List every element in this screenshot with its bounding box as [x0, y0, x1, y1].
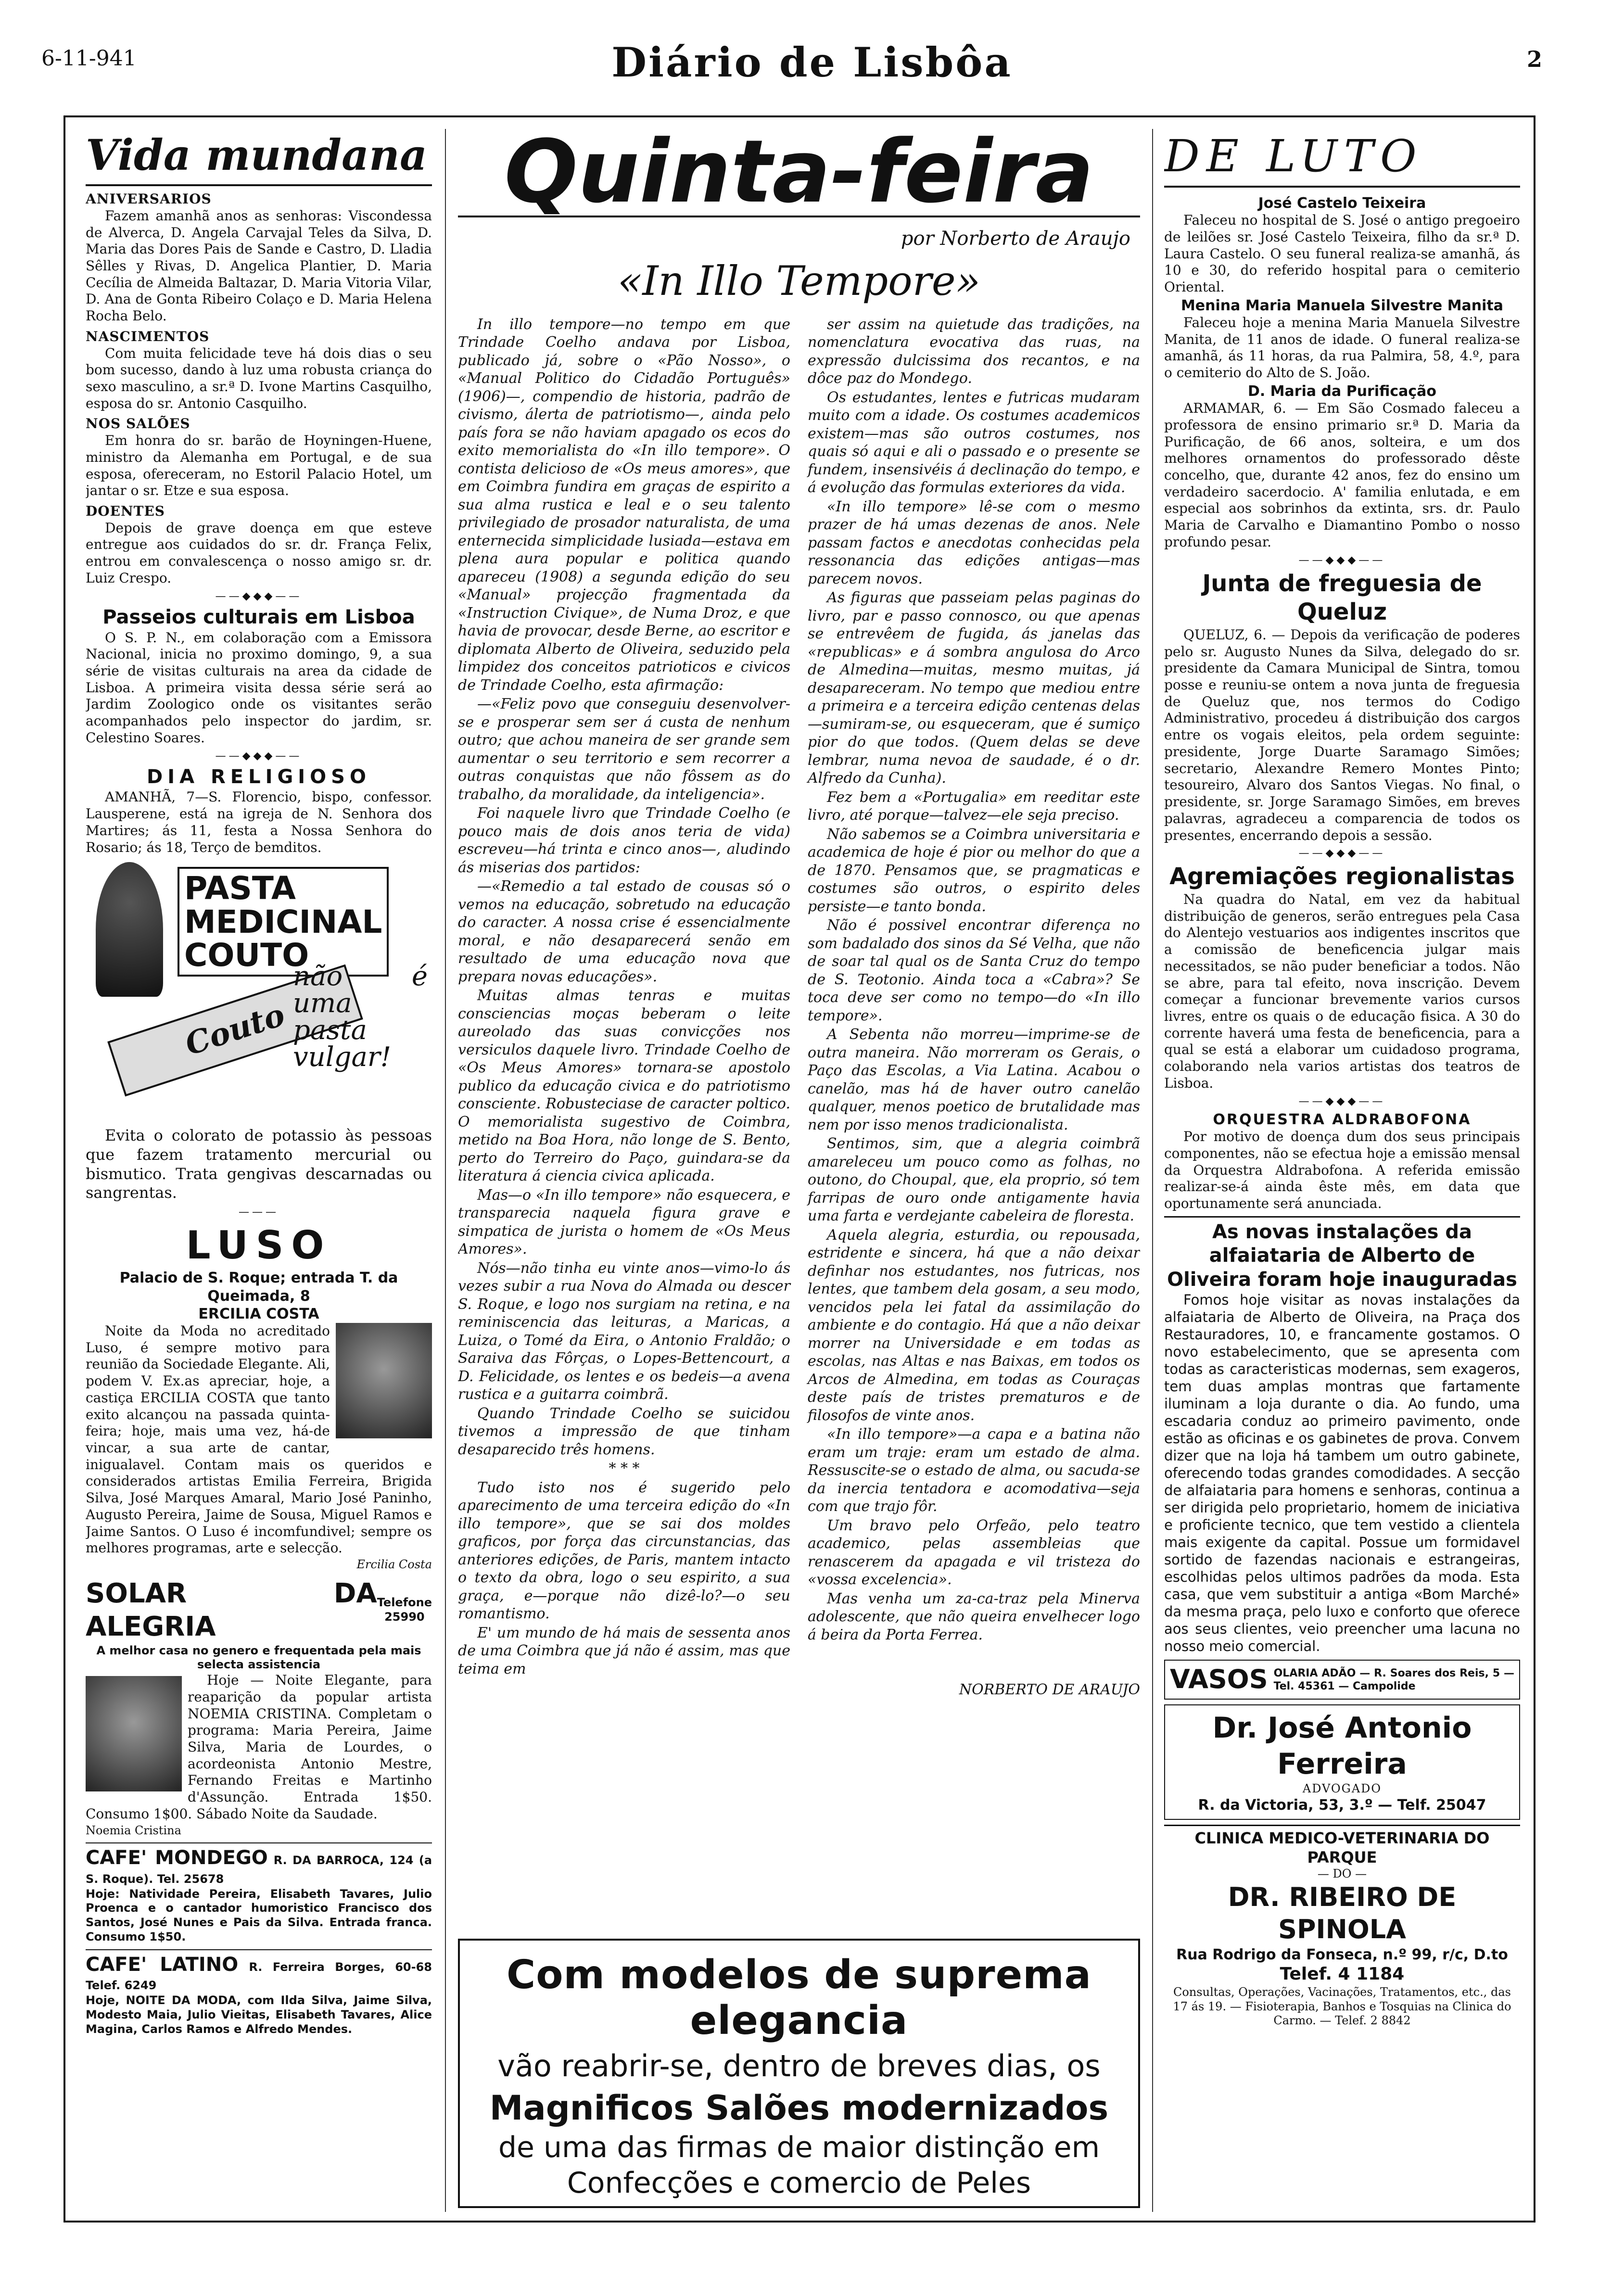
vasos-address: OLARIA ADÃO — R. Soares dos Reis, 5 — Tel. 45361 — Campolide	[1273, 1667, 1514, 1692]
paragraph: O S. P. N., em colaboração com a Emissora Nacional, inicia no proximo domingo, 9, a sua série de visitas culturais na area da cidade de Lisboa. A primeira visita dessa série será ao Jardim Zoologico onde os visitantes serão acompanhados pelo inspector do jardim, sr. Celestino Soares.	[86, 629, 432, 746]
article-paragraph: Não é possivel encontrar diferença no som badalado dos sinos da Sé Velha, que não de soar tal qual os de Santa Cruz do tempo de S. Teotonio. Ainda toca a «Cabra»? Se toca deve ser como no tempo—do «In illo tempore».	[808, 917, 1140, 1024]
author-signoff: NORBERTO DE ARAUJO	[959, 1681, 1140, 1699]
left-column	[86, 129, 432, 2212]
paragraph: Faleceu no hospital de S. José o antigo pregoeiro de leilões sr. José Castelo Teixeira, filho da sr.ª D. Laura Castelo. O seu funeral realiza-se amanhã, ás 10 e 30, do referido hospital para o cemiterio Oriental.	[1164, 212, 1520, 295]
vasos-word: VASOS	[1170, 1664, 1268, 1695]
page-date: 6-11-941	[41, 46, 137, 71]
paragraph: Noite da Moda no acreditado Luso, é sempre motivo para reunião da Sociedade Elegante. Ali, podem V. Ex.as apreciar, hoje, a castiça ERCILIA COSTA que tanto exito alcançou na passada quinta-feira; hoje, mais uma vez, há-de vincar, a sua arte de cantar, inigualavel. Contam mais os queridos e considerados artistas Emilia Ferreira, Brigida Silva, José Marques Amaral, Mario José Paninho, Augusto Pereira, Jaime de Sousa, Miguel Ramos e Jaime Santos. O Luso é incomfundivel; sempre os melhores programas, arte e selecção.	[86, 1322, 432, 1556]
advert-pasta-couto	[86, 857, 432, 1126]
article-paragraph: —«Remedio a tal estado de cousas só o vemos na educação, sobretudo na educação do caracter. A nossa crise é essencialmente moral, e não desaparecerá senão em resultado de uma educação nova que prepara novas educações».	[458, 878, 790, 985]
obituary-name: Menina Maria Manuela Silvestre Manita	[1180, 297, 1504, 314]
article-paragraph: «In illo tempore»—a capa e a batina não eram um traje: eram um estado de alma. Ressuscite-se o estado de alma, ou sacuda-se da inercia tentadora e acomodativa—seja com que trajo fôr.	[808, 1426, 1140, 1515]
obituary-name: José Castelo Teixeira	[1258, 195, 1426, 212]
photo-caption: Noemia Cristina	[86, 1823, 181, 1837]
masthead: Diário de Lisbôa	[611, 38, 1013, 86]
article-paragraph: Muitas almas tenras e muitas consciencias moças beberam o leite aureolado das suas convicções nos versiculos daquele livro. Trindade Coelho de «Os Meus Amores» tornara-se apostolo publico da educação civica e do patriotismo consciente. Robusteciase de caracter poltico. O memorialista sugestivo de Coimbra, metido na Boa Hora, não longe de S. Bento, perto do Terreiro do Paço, guindara-se da literatura á ciencia civica aplicada.	[458, 987, 790, 1185]
ornament-rule: ———	[239, 1206, 279, 1218]
obituary-name: D. Maria da Purificação	[1247, 382, 1437, 400]
venue-address: Palacio de S. Roque; entrada T. da Queimada, 8	[119, 1270, 398, 1305]
subhead: DOENTES	[86, 503, 165, 520]
ornament-rule: ——◆◆◆——	[1298, 847, 1386, 860]
cafe-program: Hoje: Natividade Pereira, Elisabeth Tavares, Julio Proenca e o cantador humoristico Francisco dos Santos, José Nunes e Pais da Silva. Entrada franca. Consumo 1$50.	[86, 1887, 432, 1943]
paragraph: Evita o colorato de potassio às pessoas que fazem tratamento mercurial ou bismutico. Trata gengivas descarnadas ou sangrentas.	[86, 1126, 432, 1202]
tube-label: Couto	[180, 997, 290, 1063]
article-paragraph: Os estudantes, lentes e futricas mudaram muito com a idade. Os costumes academicos existem—mas são outros costumes, nos quais só aqui e ali o passado e o presente se fundem, insensivéis á declinação do tempo, e á evolução das formulas exteriores da vida.	[808, 389, 1140, 496]
paragraph: Com muita felicidade teve há dois dias o seu bom sucesso, dando à luz uma robusta criança do sexo masculino, a sr.ª D. Ivone Martins Casquilho, esposa do sr. Antonio Casquilho.	[86, 345, 432, 411]
ad-line: Magnificos Salões modernizados	[489, 2088, 1109, 2128]
article-paragraph: Aquela alegria, esturdia, ou repousada, estridente e sincera, há que a não deixar definhar nos estudantes, nos futricas, nos lentes, que tambem dela gosam, a seu modo, vencidos pela lei fatal da assimilação do ambiente e do contagio. Há que a não deixar morrer na Universidade e em todas as escolas, nas Altas e nas Baixas, em todos os Arcos de Almedina, em todas as Couraças deste país de tristes prematuros e de filosofos de vinte anos.	[808, 1226, 1140, 1424]
headline: Agremiações regionalistas	[1169, 863, 1515, 890]
column-rule	[445, 129, 446, 2212]
paragraph: Faleceu hoje a menina Maria Manuela Silvestre Manita, de 11 anos de idade. O funeral realiza-se amanhã, ás 11 horas, da rua Palmira, 58, 4.º, para o cemiterio do Alto de S. João.	[1164, 315, 1520, 381]
article-paragraph: Quando Trindade Coelho se suicidou tivemos a impressão de que tinham desaparecido três homens.	[458, 1405, 790, 1458]
paragraph: Hoje — Noite Elegante, para reaparição da popular artista NOEMIA CRISTINA. Completam o programa: Maria Pereira, Jaime Silva, Maria de Lourdes, o acordeonista Antonio Mestre, Fernando Freitas e Martinho d'Assunção. Entrada 1$50. Consumo 1$00. Sábado Noite da Saudade.	[86, 1672, 432, 1822]
paragraph: Na quadra do Natal, em vez da habitual distribuição de generos, serão entregues pela Casa do Alentejo vestuarios aos indigentes inscritos que a comissão de beneficencia julgar mais necessitados, se não puder beneficiar a todos. Não se abre, para tal efeito, nova inscrição. Devem começar a funcionar brevemente varios cursos livres, entre os quais o de educação fisica. A 30 do corrente haverá uma festa de beneficencia, para a qual se está a elaborar um cuidadoso programa, colaborando nela varios artistas dos teatros de Lisboa.	[1164, 891, 1520, 1091]
clinic-doctor: DR. RIBEIRO DE SPINOLA	[1228, 1882, 1457, 1945]
ad-line: Confecções e comercio de Peles	[567, 2166, 1031, 2200]
solar-title: SOLAR DA ALEGRIA	[86, 1577, 377, 1643]
ad-headline: Com modelos de suprema elegancia	[507, 1952, 1091, 2044]
article-paragraph: Tudo isto nos é sugerido pelo aparecimento de uma terceira edição do «In illo tempore», que se sai dos moldes graficos, por força das circunstancias, das anteriores edições, de Paris, mantem intacto o texto da obra, logo o seu espirito, a sua graça, e—porque não dizê-lo?—o seu romantismo.	[458, 1479, 790, 1623]
clinic-title: CLINICA MEDICO-VETERINARIA DO PARQUE	[1194, 1829, 1490, 1867]
article-paragraph: Fez bem a «Portugalia» em reeditar este livro, até porque—talvez—ele seja preciso.	[808, 788, 1140, 824]
paragraph: Por motivo de doença dum dos seus principais componentes, não se efectua hoje a emissão mensal da Orquestra Aldrabofona. A referida emissão realizar-se-á ainda êste mês, em data que oportunamente será anunciada.	[1164, 1129, 1520, 1211]
article-paragraph: Sentimos, sim, que a alegria coimbrã amareleceu um pouco como as folhas, no outono, do Choupal, que, ela proprio, só tem farripas de ouro onde antigamente havia uma farta e verdejante cabeleira de floresta.	[808, 1135, 1140, 1225]
luso-logo: LUSO	[186, 1223, 332, 1268]
portrait-photo	[336, 1323, 432, 1438]
ornament-rule: ——◆◆◆——	[1298, 1095, 1386, 1107]
article-paragraph: ser assim na quietude das tradições, na nomenclatura evocativa das ruas, na expressão dulcissima dos recantos, e na dôce paz do Mondego.	[808, 316, 1140, 387]
ad-slogan: não é uma pasta vulgar!	[293, 961, 428, 1073]
headline: DIA RELIGIOSO	[147, 765, 371, 788]
article-column-a	[458, 316, 790, 1679]
paragraph: QUELUZ, 6. — Depois da verificação de poderes pelo sr. Augusto Nunes da Silva, delegado do sr. presidente da Camara Municipal de Sintra, tomou posse e reuniu-se ontem a nova junta de freguesia de Queluz que, nos termos do Codigo Administrativo, procedeu á distribuição dos cargos entre os vogais eleitos, pela ordem seguinte: presidente, Jorge Duarte Saramago Simões; secretario, Alexandre Remero Montes Pinto; tesoureiro, Alvaro dos Santos Viegas. No final, o presidente, sr. Jorge Saramago Simões, em breves palavras, agradeceu a comparencia de todos os presentes, encerrando depois a sessão.	[1164, 626, 1520, 843]
right-column	[1164, 129, 1520, 2212]
ad-line: COUTO	[184, 936, 309, 974]
portrait-photo	[86, 1676, 182, 1791]
article-paragraph: As figuras que passeiam pelas paginas do livro, par e passo connosco, ou que apenas se entrevêem de fugida, ás janelas das «republicas» e á sombra angulosa do Arco de Almedina—muitas, mesmo muitas, já desapareceram. No tempo que mediou entre a primeira e a terceira edição centenas delas—sumiram-se, ou esqueceram, que é sumiço pior do que todos. (Quem delas se deve lembrar, numa nevoa de saudade, é o dr. Alfredo da Cunha).	[808, 589, 1140, 787]
page-number: 2	[1526, 46, 1542, 72]
article-paragraph: Um bravo pelo Orfeão, pelo teatro academico, pelas assembleias que renascerem da apagada e vil tristeza do «vossa excelencia».	[808, 1517, 1140, 1588]
ornament-rule: ——◆◆◆——	[215, 590, 303, 602]
article-title: «In Illo Tempore»	[617, 257, 981, 305]
ad-line: vão reabrir-se, dentro de breves dias, os	[497, 2048, 1101, 2083]
subhead: ANIVERSARIOS	[86, 191, 212, 207]
headline: Junta de freguesia de Queluz	[1202, 570, 1482, 626]
article-paragraph: A Sebenta não morreu—imprime-se de outra maneira. Não morreram os Gerais, o Paço das Escolas, a Via Latina. Acabou o canelão, mas há de haver outro canelão qualquer, menos poetico de brutalidade mas nem por isso menos tradicionalista.	[808, 1026, 1140, 1133]
artist-name: ERCILIA COSTA	[198, 1305, 319, 1322]
subhead: NASCIMENTOS	[86, 328, 210, 344]
ad-line: PASTA	[184, 870, 296, 907]
article-paragraph: Foi naquele livro que Trindade Coelho (e pouco mais de dois anos teria de vida) escreveu—há trinta e cinco anos—, aludindo ás miserias dos partidos:	[458, 805, 790, 876]
article-paragraph: «In illo tempore» lê-se com o mesmo prazer de há umas dezenas de anos. Nele passam factos e anecdotas conhecidas pela ressonancia das edições antigas—mas parecem novos.	[808, 498, 1140, 587]
ad-line: MEDICINAL	[184, 903, 382, 940]
paragraph: Em honra do sr. barão de Hoyningen-Huene, ministro da Alemanha em Portugal, e de sua esposa, ofereceram, no Estoril Palacio Hotel, um jantar o sr. Etze e sua esposa.	[86, 432, 432, 499]
headline: As novas instalações da alfaiataria de Alberto de Oliveira foram hoje inauguradas	[1164, 1216, 1520, 1292]
cafe-name: CAFE' MONDEGO	[86, 1847, 268, 1869]
lawyer-address: R. da Victoria, 53, 3.º — Telf. 25047	[1198, 1796, 1486, 1814]
headline: Passeios culturais em Lisboa	[102, 606, 415, 628]
tagline: A melhor casa no genero e frequentada pela mais selecta assistencia	[96, 1643, 421, 1672]
article-paragraph: Não sabemos se a Coimbra universitaria e academica de hoje é pior ou melhor do que a de 1870. Pensamos que, se pragmaticas e costumes são outros, o espirito deles persiste—e tanto bonda.	[808, 826, 1140, 915]
cafe-name: CAFE' LATINO	[86, 1953, 239, 1976]
section-kicker: Vida mundana	[86, 129, 432, 186]
paragraph: Depois de grave doença em que esteve entregue aos cuidados do sr. dr. França Felix, entrou em convalescença o nosso amigo sr. dr. Luiz Crespo.	[86, 520, 432, 586]
phone-label: Telefone	[377, 1596, 432, 1610]
article-paragraph: Nós—não tinha eu vinte anos—vimo-lo ás vezes subir a rua Nova do Almada ou descer S. Roque, e logo nos surgiam na retina, e na reminiscencia das leituras, a Maricas, a Luiza, o Tomé da Eira, o Antonio Fraldão; o Saraiva das Fôrças, o Lopes-Bettencourt, a D. Felicidade, os lentes e os bedeis—a avena rustica e a guitarra coimbrã.	[458, 1259, 790, 1403]
advert-salons	[458, 1939, 1140, 2208]
article-column-b	[808, 316, 1140, 1679]
section-kicker: DE LUTO	[1164, 129, 1520, 188]
headline: ORQUESTRA ALDRABOFONA	[1213, 1111, 1472, 1128]
paragraph: AMANHÃ, 7—S. Florencio, bispo, confessor. Lausperene, está na igreja de N. Senhora dos Martires; ás 11, festa a Nossa Senhora do Rosario; ás 18, Terço de bemditos.	[86, 789, 432, 855]
clinic-phone: Telef. 4 1184	[1280, 1964, 1405, 1984]
byline: por Norberto de Araujo	[901, 228, 1130, 250]
lawyer-role: ADVOGADO	[1302, 1782, 1382, 1796]
ornament-rule: ——◆◆◆——	[215, 749, 303, 762]
article-paragraph: Mas—o «In illo tempore» não esquecera, e transparecia naquela figura grave e simpatica de jurista o homem de «Os Meus Amores».	[458, 1186, 790, 1258]
article-paragraph: Mas venha um za-ca-traz pela Minerva adolescente, que não queira envelhecer logo á beira da Porta Ferrea.	[808, 1590, 1140, 1643]
photo-caption: Ercilia Costa	[356, 1558, 432, 1572]
center-column	[458, 129, 1140, 1943]
article-body	[458, 316, 1140, 1679]
ad-line: de uma das firmas de maior distinção em	[498, 2131, 1100, 2164]
lawyer-name: Dr. José Antonio Ferreira	[1212, 1711, 1472, 1781]
clinic-address: Rua Rodrigo da Fonseca, n.º 99, r/c, D.to	[1176, 1946, 1508, 1964]
paragraph: Fomos hoje visitar as novas instalações da alfaiataria de Alberto de Oliveira, na Praça dos Restauradores, 10, e francamente gostamos. O novo estabelecimento, que se apresenta com todas as caracteristicas modernas, sem exageros, tem duas amplas montras que fartamente iluminam a loja durante o dia. Ao fundo, uma escadaria conduz ao primeiro pavimento, onde estão as oficinas e os gabinetes de prova. Convem dizer que na loja há tambem um outro gabinete, oferecendo todas grandes comodidades. A secção de alfaiataria para homens e senhoras, continua a ser dirigida pelo proprietario, homem de iniciativa e proficiente tecnico, que tem vestido a clientela mais exigente da capital. Possue um formidavel sortido de fazendas nacionais e estrangeiras, escolhidas pelos ultimos padrões da moda. Esta casa, que vem substituir a antiga «Bom Marché» da mesma praça, pelo luxo e conforto que oferece aos seus clientes, veio preencher uma lacuna no nosso meio comercial.	[1164, 1292, 1520, 1654]
cafe-address: R. Ferreira Borges, 60-68 Telef. 6249	[86, 1960, 432, 1993]
woman-illustration	[96, 862, 163, 997]
feature-title: Quinta-feira	[458, 129, 1140, 217]
cafe-program: Hoje, NOITE DA MODA, com Ilda Silva, Jaime Silva, Modesto Maia, Julio Vieitas, Elisabeth Tavares, Alice Magina, Carlos Ramos e Alfredo Mendes.	[86, 1994, 432, 2036]
article-paragraph: E' um mundo de há mais de sessenta anos de uma Coimbra que já não é assim, mas que teima em	[458, 1624, 790, 1677]
clinic-hours: Consultas, Operações, Vacinações, Tratamentos, etc., das 17 ás 19. — Fisioterapia, Banhos e Tosquias na Clinica do Carmo. — Telef. 2 8842	[1173, 1985, 1511, 2028]
cafe-address: R. DA BARROCA, 124 (a S. Roque). Tel. 25678	[86, 1854, 432, 1886]
article-paragraph: —«Feliz povo que conseguiu desenvolver-se e prosperar sem ser á custa de nenhum outro; que achou maneira de ser grande sem aumentar o seu territorio e sem recorrer a outras conquistas que não fôssem as do trabalho, da moralidade, da inteligencia».	[458, 696, 790, 803]
phone-number: 25990	[384, 1610, 425, 1624]
clinic-connector: — DO —	[1317, 1867, 1367, 1881]
article-paragraph: * * *	[609, 1460, 640, 1477]
paragraph: Fazem amanhã anos as senhoras: Viscondessa de Alverca, D. Angela Carvajal Teles da Silva, D. Maria das Dores Pais de Sande e Castro, D. Lladia Sêlles y Rivas, D. Angelica Plantier, D. Maria Cecília de Almeida Baltazar, D. Maria Vitoria Vilar, D. Ana de Gonta Ribeiro Colaço e D. Maria Helena Rocha Belo.	[86, 207, 432, 324]
subhead: NOS SALÕES	[86, 416, 190, 432]
ornament-rule: ——◆◆◆——	[1298, 554, 1386, 566]
article-paragraph: In illo tempore—no tempo em que Trindade Coelho andava por Lisboa, publicado já, sobre o «Pão Nosso», o «Manual Politico do Cidadão Português» (1906)—, compendio de historia, padrão de civismo, álerta de patriotismo—, ainda pelo país fora se não haviam apagado os ecos do exito memorialista do «In illo tempore». O contista delicioso de «Os meus amores», que em Coimbra fundira em graças de espirito a sua alma rustica e leal e o seu talento privilegiado de prosador naturalista, de uma enternecida simplicidade lusiada—estava em plena aura popular e politica quando apareceu (1908) a segunda edição do seu «Manual» projecção fragmentada da «Instruction Civique», de Numa Droz, e que havia de provocar, desde Berne, ao escritor e diplomata Alberto de Oliveira, seduzido pela limpidez dos conceitos patrioticos e civicos de Trindade Coelho, esta afirmação:	[458, 316, 790, 694]
column-rule	[1152, 129, 1153, 2212]
paragraph: ARMAMAR, 6. — Em São Cosmado faleceu a professora de ensino primario sr.ª D. Maria da Purificação, de 66 anos, solteira, e um dos melhores ornamentos do professorado dêste concelho, que, durante 42 anos, fez do ensino um verdadeiro sacerdocio. A' familia enlutada, e em especial aos sobrinhos da extinta, srs. dr. Paulo Maria de Carvalho e Diamantino Pombo o nosso profundo pesar.	[1164, 400, 1520, 550]
